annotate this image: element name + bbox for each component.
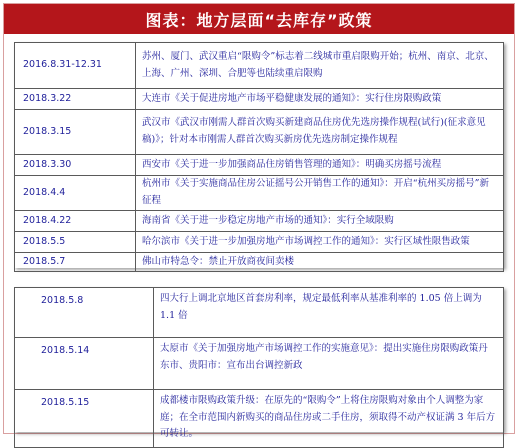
table-row [15,232,504,253]
policy-description: 海南省《关于进一步稳定房地产市场的通知》：实行全域限购 [136,211,504,232]
table-row [15,253,504,272]
policy-description: 武汉市《武汉市刚需人群首次购买新建商品住房优先选房操作规程(试行)(征求意见稿)》；针对本市刚需人群首次购买新房优先选房制定操作规程 [136,110,504,155]
policy-date: 2016.8.31-12.31 [15,43,136,89]
policy-description: 苏州、厦门、武汉重启“限购令”标志着二线城市重启限购开始；杭州、南京、北京、上海、广州、深圳、合肥等也陆续重启限购 [136,43,504,89]
policy-description: 太原市《关于加强房地产市场调控工作的实施意见》：提出实施住房限购政策丹东市、贵阳市：宣布出台调控新政 [154,338,504,390]
table-row [15,288,504,338]
policy-description: 佛山市特急令：禁止开放商夜间卖楼 [136,253,504,272]
policy-description: 成都楼市限购政策升级：在原先的“限购令”上将住房限购对象由个人调整为家庭；在全市范围内新购买的商品住房或二手住房，须取得不动产权证满 3 年后方可转让。 [154,390,504,448]
policy-date: 2018.5.8 [15,288,154,338]
policy-date: 2018.3.22 [15,89,136,110]
policy-description: 四大行上调北京地区首套房利率，规定最低利率从基准利率的 1.05 倍上调为 1.1 倍 [154,288,504,338]
table-row [15,43,504,89]
policy-date: 2018.5.14 [15,338,154,390]
policy-date: 2018.3.15 [15,110,136,155]
table-row [15,155,504,176]
policy-description: 大连市《关于促进房地产市场平稳健康发展的通知》：实行住房限购政策 [136,89,504,110]
table-row [15,89,504,110]
table-row [15,110,504,155]
policy-table-panel-2 [14,287,504,440]
policy-description: 杭州市《关于实施商品住房公证摇号公开销售工作的通知》：开启“杭州买房摇号”新征程 [136,176,504,211]
policy-table-1 [14,42,504,272]
policy-date: 2018.4.22 [15,211,136,232]
policy-date: 2018.4.4 [15,176,136,211]
policy-date: 2018.3.30 [15,155,136,176]
table-row [15,211,504,232]
table-row [15,390,504,448]
policy-description: 西安市《关于进一步加强商品住房销售管理的通知》：明确买房摇号流程 [136,155,504,176]
table-row [15,338,504,390]
policy-date: 2018.5.7 [15,253,136,272]
table-row [15,176,504,211]
policy-description: 哈尔滨市《关于进一步加强房地产市场调控工作的通知》：实行区域性限售政策 [136,232,504,253]
policy-date: 2018.5.15 [15,390,154,448]
policy-table-2 [14,287,504,448]
policy-table-panel-1 [14,42,504,268]
figure-title: 图表：地方层面“去库存”政策 [4,4,514,34]
figure-frame [3,3,515,440]
policy-date: 2018.5.5 [15,232,136,253]
